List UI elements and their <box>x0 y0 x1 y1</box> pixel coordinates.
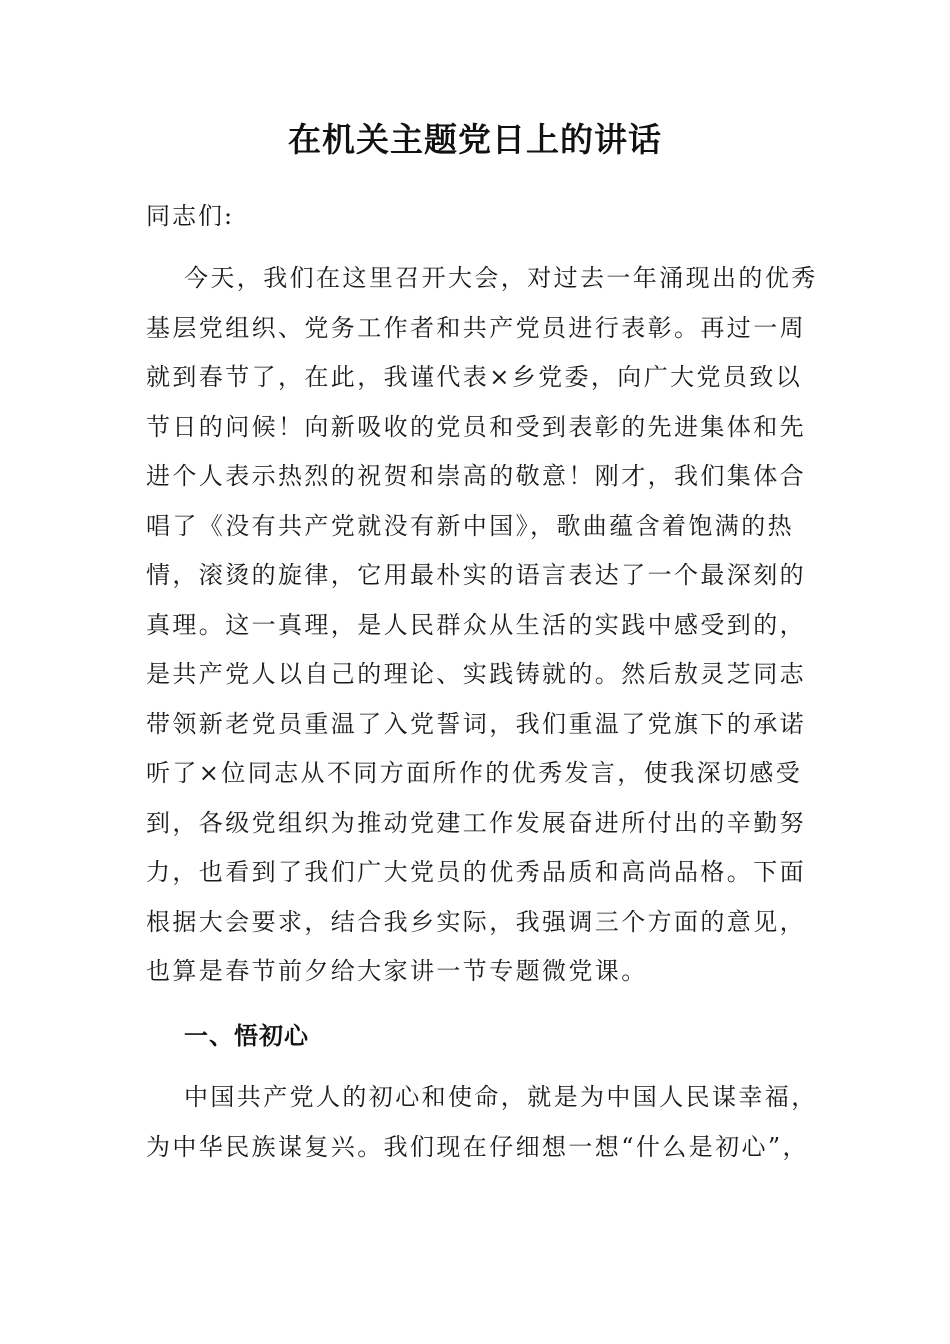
section-heading: 一、悟初心 <box>184 1022 309 1050</box>
paragraph-line: 也算是春节前夕给大家讲一节专题微党课。 <box>146 957 648 985</box>
paragraph-line: 真理。这一真理，是人民群众从生活的实践中感受到的， <box>146 610 806 639</box>
paragraph-line: 就到春节了，在此，我谨代表×乡党委，向广大党员致以 <box>146 363 803 391</box>
paragraph-1 <box>146 254 818 997</box>
paragraph-line: 唱了《没有共产党就没有新中国》，歌曲蕴含着饱满的热 <box>146 511 794 540</box>
paragraph-line: 到，各级党组织为推动党建工作发展奋进所付出的辛勤努 <box>146 808 806 837</box>
paragraph-line: 力，也看到了我们广大党员的优秀品质和高尚品格。下面 <box>146 858 806 886</box>
document-title: 在机关主题党日上的讲话 <box>288 120 662 159</box>
paragraph-line: 根据大会要求，结合我乡实际，我强调三个方面的意见， <box>146 907 806 936</box>
paragraph-line: 今天，我们在这里召开大会，对过去一年涌现出的优秀 <box>184 264 818 292</box>
paragraph-line: 情，滚烫的旋律，它用最朴实的语言表达了一个最深刻的 <box>146 561 806 589</box>
paragraph-line: 带领新老党员重温了入党誓词，我们重温了党旗下的承诺 <box>146 709 806 738</box>
paragraph-line: 节日的问候！向新吸收的党员和受到表彰的先进集体和先 <box>146 412 806 441</box>
paragraph-2 <box>146 1073 818 1172</box>
paragraph-line: 为中华民族谋复兴。我们现在仔细想一想“什么是初心”， <box>146 1132 809 1161</box>
greeting: 同志们: <box>146 202 235 230</box>
paragraph-line: 进个人表示热烈的祝贺和崇高的敬意！刚才，我们集体合 <box>146 462 806 490</box>
paragraph-line: 是共产党人以自己的理论、实践铸就的。然后敖灵芝同志 <box>146 660 806 688</box>
paragraph-line: 中国共产党人的初心和使命，就是为中国人民谋幸福， <box>184 1083 818 1111</box>
paragraph-line: 听了×位同志从不同方面所作的优秀发言，使我深切感受 <box>146 759 803 787</box>
paragraph-line: 基层党组织、党务工作者和共产党员进行表彰。再过一周 <box>146 313 806 342</box>
